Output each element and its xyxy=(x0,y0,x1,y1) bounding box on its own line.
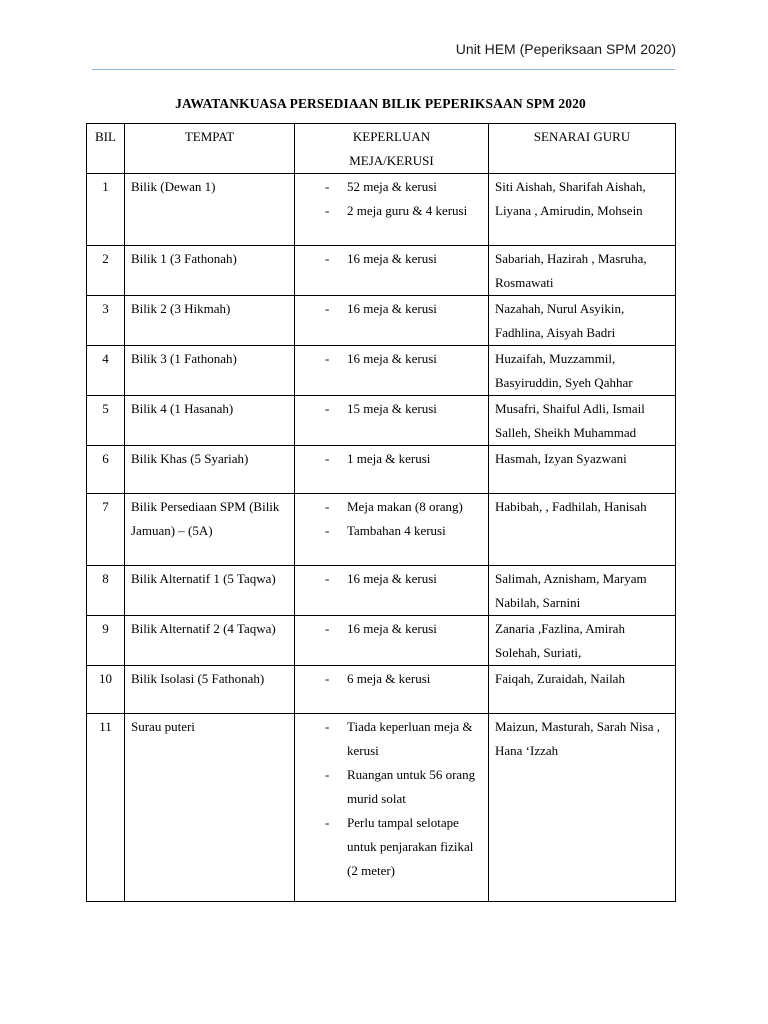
table-row xyxy=(87,666,676,714)
cell-guru: Musafri, Shaiful Adli, Ismail Salleh, Sheikh Muhammad xyxy=(489,396,676,446)
requirement-item: - Meja makan (8 orang) xyxy=(295,495,484,519)
table-row xyxy=(87,494,676,566)
cell-bil: 5 xyxy=(87,396,125,446)
table-row xyxy=(87,346,676,396)
cell-keperluan xyxy=(295,174,489,246)
table-row xyxy=(87,446,676,494)
requirement-item: - 16 meja & kerusi xyxy=(295,297,484,321)
table-row xyxy=(87,714,676,902)
cell-keperluan xyxy=(295,666,489,714)
cell-bil: 8 xyxy=(87,566,125,616)
committee-table xyxy=(86,123,676,902)
requirement-item: - Perlu tampal selotape untuk penjarakan fizikal (2 meter) xyxy=(295,811,484,883)
requirement-list xyxy=(295,495,484,543)
cell-guru: Zanaria ,Fazlina, Amirah Solehah, Suriati, xyxy=(489,616,676,666)
cell-keperluan xyxy=(295,346,489,396)
requirement-list xyxy=(295,667,484,691)
requirement-item: - 15 meja & kerusi xyxy=(295,397,484,421)
cell-tempat: Bilik 3 (1 Fathonah) xyxy=(125,346,295,396)
table-row xyxy=(87,174,676,246)
document-title: JAWATANKUASA PERSEDIAAN BILIK PEPERIKSAAN SPM 2020 xyxy=(175,96,586,111)
header-guru: SENARAI GURU xyxy=(489,124,676,174)
cell-guru: Hasmah, Izyan Syazwani xyxy=(489,446,676,494)
cell-guru: Faiqah, Zuraidah, Nailah xyxy=(489,666,676,714)
table-row xyxy=(87,296,676,346)
requirement-item: - 16 meja & kerusi xyxy=(295,617,484,641)
requirement-item: - 1 meja & kerusi xyxy=(295,447,484,471)
cell-tempat: Bilik (Dewan 1) xyxy=(125,174,295,246)
table-header-row xyxy=(87,124,676,174)
cell-tempat: Surau puteri xyxy=(125,714,295,902)
requirement-list xyxy=(295,447,484,471)
cell-tempat: Bilik 1 (3 Fathonah) xyxy=(125,246,295,296)
cell-guru: Siti Aishah, Sharifah Aishah, Liyana , Amirudin, Mohsein xyxy=(489,174,676,246)
requirement-list xyxy=(295,175,484,223)
cell-guru: Nazahah, Nurul Asyikin, Fadhlina, Aisyah Badri xyxy=(489,296,676,346)
header-divider xyxy=(92,69,675,70)
cell-tempat: Bilik Alternatif 2 (4 Taqwa) xyxy=(125,616,295,666)
requirement-item: - 52 meja & kerusi xyxy=(295,175,484,199)
requirement-list xyxy=(295,297,484,321)
requirement-list xyxy=(295,347,484,371)
requirement-list xyxy=(295,397,484,421)
cell-keperluan xyxy=(295,714,489,902)
cell-bil: 10 xyxy=(87,666,125,714)
table-row xyxy=(87,396,676,446)
header-keperluan xyxy=(295,124,489,174)
requirement-item: - 6 meja & kerusi xyxy=(295,667,484,691)
header-keperluan-line2: MEJA/KERUSI xyxy=(349,153,434,168)
requirement-item: - Ruangan untuk 56 orang murid solat xyxy=(295,763,484,811)
cell-tempat: Bilik 2 (3 Hikmah) xyxy=(125,296,295,346)
table-row xyxy=(87,246,676,296)
cell-bil: 3 xyxy=(87,296,125,346)
cell-bil: 7 xyxy=(87,494,125,566)
cell-bil: 6 xyxy=(87,446,125,494)
table-row xyxy=(87,566,676,616)
cell-keperluan xyxy=(295,566,489,616)
cell-guru: Habibah, , Fadhilah, Hanisah xyxy=(489,494,676,566)
cell-bil: 2 xyxy=(87,246,125,296)
cell-keperluan xyxy=(295,246,489,296)
table-row xyxy=(87,616,676,666)
cell-bil: 9 xyxy=(87,616,125,666)
cell-tempat: Bilik 4 (1 Hasanah) xyxy=(125,396,295,446)
header-keperluan-line1: KEPERLUAN xyxy=(352,129,431,144)
cell-tempat: Bilik Isolasi (5 Fathonah) xyxy=(125,666,295,714)
cell-bil: 1 xyxy=(87,174,125,246)
requirement-item: - 16 meja & kerusi xyxy=(295,347,484,371)
header-tempat: TEMPAT xyxy=(125,124,295,174)
requirement-item: - Tiada keperluan meja & kerusi xyxy=(295,715,484,763)
cell-keperluan xyxy=(295,446,489,494)
requirement-item: - Tambahan 4 kerusi xyxy=(295,519,484,543)
cell-guru: Sabariah, Hazirah , Masruha, Rosmawati xyxy=(489,246,676,296)
requirement-list xyxy=(295,715,484,883)
requirement-list xyxy=(295,567,484,591)
page-header: Unit HEM (Peperiksaan SPM 2020) xyxy=(455,41,676,57)
header-bil: BIL xyxy=(87,124,125,174)
cell-bil: 11 xyxy=(87,714,125,902)
cell-tempat: Bilik Alternatif 1 (5 Taqwa) xyxy=(125,566,295,616)
cell-guru: Maizun, Masturah, Sarah Nisa , Hana ‘Izzah xyxy=(489,714,676,902)
cell-keperluan xyxy=(295,494,489,566)
cell-guru: Huzaifah, Muzzammil, Basyiruddin, Syeh Qahhar xyxy=(489,346,676,396)
requirement-item: - 16 meja & kerusi xyxy=(295,247,484,271)
cell-tempat: Bilik Khas (5 Syariah) xyxy=(125,446,295,494)
requirement-item: - 2 meja guru & 4 kerusi xyxy=(295,199,484,223)
requirement-list xyxy=(295,247,484,271)
cell-keperluan xyxy=(295,396,489,446)
table-body xyxy=(87,174,676,902)
cell-keperluan xyxy=(295,616,489,666)
requirement-item: - 16 meja & kerusi xyxy=(295,567,484,591)
cell-guru: Salimah, Aznisham, Maryam Nabilah, Sarnini xyxy=(489,566,676,616)
cell-bil: 4 xyxy=(87,346,125,396)
cell-tempat: Bilik Persediaan SPM (Bilik Jamuan) – (5A) xyxy=(125,494,295,566)
requirement-list xyxy=(295,617,484,641)
cell-keperluan xyxy=(295,296,489,346)
